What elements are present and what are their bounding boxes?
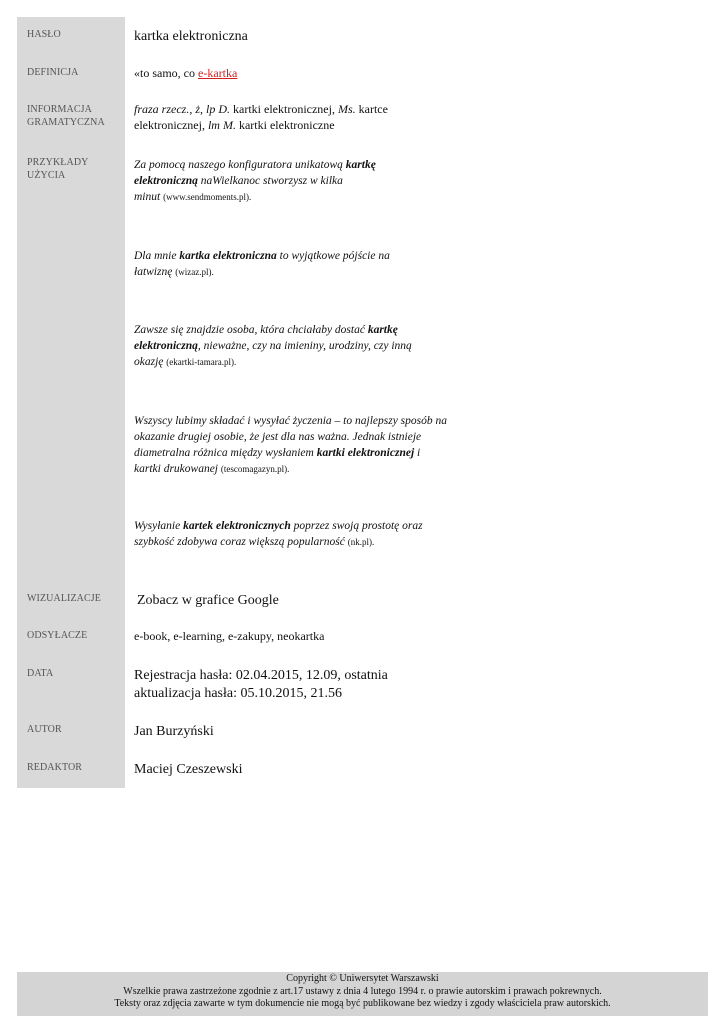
dates: [134, 667, 388, 703]
example-1-text-b: naWielkanoc stworzysz w kilka: [197, 175, 343, 187]
example-4-text-b: i: [414, 447, 421, 459]
definition-prefix: «to samo, co: [134, 66, 198, 80]
example-2-source: (wizaz.pl).: [175, 267, 214, 277]
example-2-bold: kartka elektroniczna: [179, 250, 277, 262]
example-4-source: (tescomagazyn.pl).: [220, 464, 290, 474]
example-4-line-1: Wszyscy lubimy składać i wysyłać życzenia – to najlepszy sposób na: [134, 415, 447, 427]
example-3-text-c: okazję: [134, 356, 167, 368]
example-4-bold: kartki elektronicznej: [316, 447, 415, 459]
example-5-text-c: szybkość zdobywa coraz większą popularność: [134, 536, 348, 548]
example-3-source: (ekartki-tamara.pl).: [166, 357, 237, 367]
date-line-1: Rejestracja hasła: 02.04.2015, 12.09, ostatnia: [134, 668, 388, 683]
example-1-bold-a: kartkę: [345, 159, 376, 171]
example-3-line-2: [134, 338, 464, 354]
grammar-text-a: kartki elektronicznej,: [230, 102, 338, 116]
example-5: [134, 518, 464, 550]
example-1: [134, 157, 464, 205]
date-line-2: aktualizacja hasła: 05.10.2015, 21.56: [134, 686, 342, 701]
example-4-line-4: [134, 461, 474, 477]
example-4-text-a: diametralna różnica między wysłaniem: [134, 447, 317, 459]
example-4-line-2: okazanie drugiej osobie, że jest dla nas ważna. Jednak istnieje: [134, 431, 422, 443]
example-2: [134, 248, 464, 280]
label-informacja-line2: GRAMATYCZNA: [27, 117, 105, 128]
footer-line-2: Wszelkie prawa zastrzeżone zgodnie z art.17 ustawy z dnia 4 lutego 1994 r. o prawie autorskim i prawach pokrewnych.: [123, 985, 602, 997]
definition: [134, 65, 237, 81]
grammar-text-b: kartce: [355, 102, 388, 116]
grammar-info: [134, 101, 388, 133]
example-4-text-c: kartki drukowanej: [134, 463, 221, 475]
google-images-link[interactable]: Zobacz w grafice Google: [137, 593, 279, 608]
example-4-line-3: [134, 445, 474, 461]
grammar-italic-b: Ms.: [337, 102, 356, 116]
headword: kartka elektroniczna: [134, 29, 248, 44]
example-5-text-b: poprzez swoją prostotę oraz: [290, 520, 423, 532]
example-1-line-3: [134, 189, 464, 205]
example-3-text-a: Zawsze się znajdzie osoba, która chciałaby dostać: [134, 324, 368, 336]
grammar-italic-a: fraza rzecz., ż, lp D.: [134, 102, 231, 116]
example-4: [134, 413, 474, 477]
example-3: [134, 322, 464, 370]
label-definicja: DEFINICJA: [27, 67, 79, 78]
grammar-line-1: [134, 101, 388, 117]
example-2-text-a: Dla mnie: [134, 250, 180, 262]
label-przyklady-line2: UŻYCIA: [27, 170, 66, 181]
definition-link[interactable]: e-kartka: [198, 66, 238, 80]
example-5-line-2: [134, 534, 464, 550]
example-5-source: (nk.pl).: [347, 537, 375, 547]
example-3-text-b: , nieważne, czy na imieniny, urodziny, czy inną: [197, 340, 412, 352]
grammar-line-2: [134, 117, 388, 133]
label-wizualizacje: WIZUALIZACJE: [27, 593, 101, 604]
example-1-line-1: [134, 157, 464, 173]
label-redaktor: REDAKTOR: [27, 762, 83, 773]
label-autor: AUTOR: [27, 724, 62, 735]
label-odsylacze: ODSYŁACZE: [27, 630, 88, 641]
example-5-text-a: Wysyłanie: [134, 520, 184, 532]
label-haslo: HASŁO: [27, 29, 61, 40]
example-3-line-1: [134, 322, 464, 338]
example-3-line-3: [134, 354, 464, 370]
example-1-bold-b: elektroniczną: [134, 175, 198, 187]
example-1-source: (www.sendmoments.pl).: [163, 192, 252, 202]
references: e-book, e-learning, e-zakupy, neokartka: [134, 629, 325, 643]
example-2-text-c: łatwiznę: [134, 266, 176, 278]
label-informacja-line1: INFORMACJA: [27, 104, 92, 115]
example-1-line-2: [134, 173, 464, 189]
example-5-line-1: [134, 518, 464, 534]
grammar-text-d: kartki elektroniczne: [235, 118, 335, 132]
example-2-line-1: [134, 248, 464, 264]
footer-line-3: Teksty oraz zdjęcia zawarte w tym dokumencie nie mogą być publikowane bez wiedzy i zgody właściciela praw autorskich.: [114, 998, 611, 1009]
editor: Maciej Czeszewski: [134, 762, 243, 777]
label-informacja-gramatyczna: [27, 103, 105, 129]
grammar-text-c: elektronicznej,: [134, 118, 208, 132]
label-przyklady-line1: PRZYKŁADY: [27, 157, 89, 168]
example-5-bold: kartek elektronicznych: [183, 520, 291, 532]
label-data: DATA: [27, 668, 54, 679]
label-przyklady-uzycia: [27, 156, 88, 182]
footer-line-1: Copyright © Uniwersytet Warszawski: [286, 973, 439, 984]
author: Jan Burzyński: [134, 724, 214, 739]
example-2-line-2: [134, 264, 464, 280]
example-3-bold-b: elektroniczną: [134, 340, 198, 352]
copyright-footer: [17, 972, 708, 1016]
example-1-text-c: minut: [134, 191, 164, 203]
example-3-bold-a: kartkę: [367, 324, 398, 336]
grammar-italic-c: lm M.: [207, 118, 236, 132]
example-2-text-b: to wyjątkowe pójście na: [276, 250, 390, 262]
example-1-text: Za pomocą naszego konfiguratora unikatową: [134, 159, 346, 171]
